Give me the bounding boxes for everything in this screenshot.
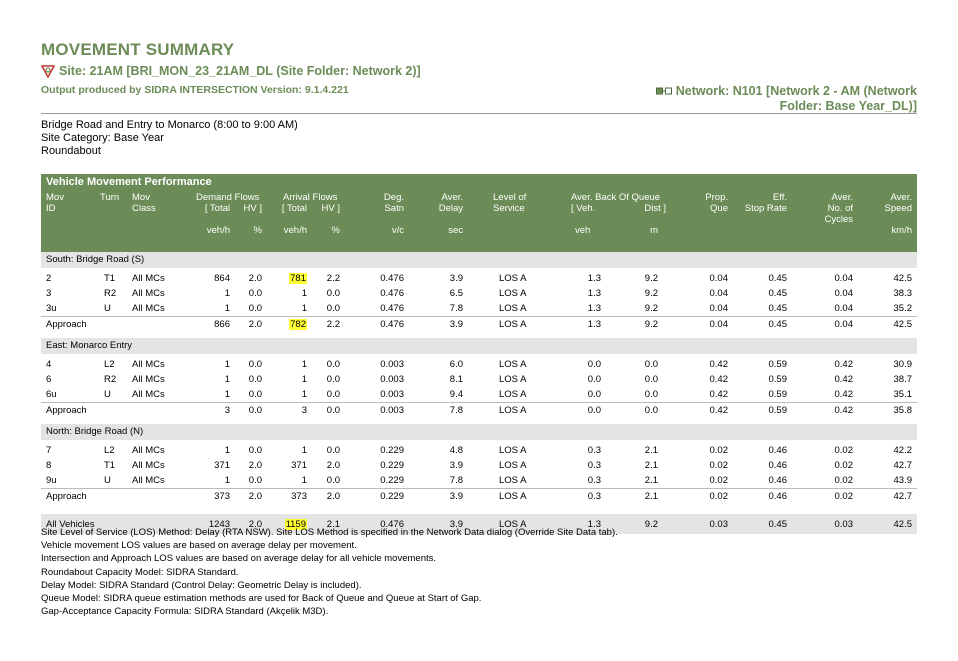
cell-arrival-total: 1 (301, 303, 307, 314)
cell-arrival-hv: 2.0 (326, 491, 340, 502)
network-heading (656, 84, 917, 114)
cell-prop-que: 0.02 (709, 475, 728, 486)
cell-demand-total: 3 (224, 405, 230, 416)
note-line: Gap-Acceptance Capacity Formula: SIDRA Standard (Akçelik M3D). (41, 606, 329, 618)
cell-mov-id: Approach (46, 491, 87, 502)
cell-demand-total: 1 (224, 303, 230, 314)
cell-turn: L2 (104, 445, 115, 456)
approach-row (41, 316, 917, 332)
cell-arrival-total: 1 (301, 288, 307, 299)
header-mov: Mov (46, 192, 64, 203)
cell-mov-id: All Vehicles (46, 519, 95, 530)
cell-boq-veh: 0.3 (587, 460, 601, 471)
header-id: ID (46, 203, 56, 214)
cell-mov-class: All MCs (132, 445, 165, 456)
header-divider (41, 113, 917, 114)
cell-aver-cycles: 0.42 (834, 405, 853, 416)
cell-mov-id: 9u (46, 475, 57, 486)
cell-deg-satn: 0.003 (380, 374, 404, 385)
cell-aver-cycles: 0.04 (834, 319, 853, 330)
header-eff-1: Eff. (772, 192, 787, 203)
unit-demand-total: veh/h (206, 225, 230, 236)
cell-level-of-service: LOS A (499, 519, 527, 530)
header-speed-1: Aver. (890, 192, 912, 203)
cell-boq-dist: 2.1 (644, 475, 658, 486)
approach-row (41, 402, 917, 418)
cell-demand-hv: 2.0 (248, 460, 262, 471)
cell-arrival-hv: 2.1 (326, 519, 340, 530)
table-row (41, 301, 917, 316)
cell-mov-class: All MCs (132, 460, 165, 471)
cell-level-of-service: LOS A (499, 303, 527, 314)
cell-prop-que: 0.04 (709, 319, 728, 330)
cell-boq-veh: 0.3 (587, 445, 601, 456)
cell-aver-delay: 3.9 (449, 460, 463, 471)
approach-row (41, 488, 917, 504)
cell-mov-id: Approach (46, 405, 87, 416)
cell-demand-hv: 2.0 (248, 519, 262, 530)
network-icon (656, 87, 672, 96)
cell-mov-id: 4 (46, 359, 52, 370)
cell-demand-total: 864 (214, 273, 230, 284)
cell-arrival-hv: 0.0 (326, 374, 340, 385)
cell-demand-hv: 0.0 (248, 405, 262, 416)
cell-aver-delay: 3.9 (449, 273, 463, 284)
cell-arrival-hv: 2.0 (326, 460, 340, 471)
cell-prop-que: 0.04 (709, 303, 728, 314)
page-title: MOVEMENT SUMMARY (41, 40, 235, 59)
unit-boq-dist: m (650, 225, 658, 236)
cell-aver-delay: 6.0 (449, 359, 463, 370)
cell-eff-stop-rate: 0.45 (768, 303, 787, 314)
network-label-line2: Folder: Base Year_DL)] (779, 99, 917, 113)
cell-turn: L2 (104, 359, 115, 370)
cell-aver-cycles: 0.42 (834, 374, 853, 385)
cell-aver-speed: 42.5 (893, 519, 912, 530)
cell-eff-stop-rate: 0.46 (768, 460, 787, 471)
site-category: Site Category: Base Year (41, 132, 164, 144)
cell-aver-speed: 43.9 (893, 475, 912, 486)
table-title: Vehicle Movement Performance (41, 174, 917, 190)
cell-arrival-total: 1 (301, 445, 307, 456)
cell-arrival-total: 782 (290, 319, 306, 330)
cell-arrival-hv: 0.0 (326, 359, 340, 370)
unit-arrival-total: veh/h (283, 225, 307, 236)
cell-eff-stop-rate: 0.45 (768, 273, 787, 284)
movement-performance-table (41, 174, 917, 534)
cell-demand-total: 1 (224, 475, 230, 486)
cell-aver-speed: 38.7 (893, 374, 912, 385)
cell-demand-total: 1243 (208, 519, 230, 530)
site-heading (41, 64, 421, 78)
cell-boq-veh: 1.3 (587, 519, 601, 530)
cell-boq-veh: 1.3 (587, 273, 601, 284)
cell-prop-que: 0.03 (709, 519, 728, 530)
table-row (41, 372, 917, 387)
cell-turn: R2 (104, 374, 117, 385)
cell-aver-speed: 42.5 (893, 319, 912, 330)
cell-aver-cycles: 0.02 (834, 445, 853, 456)
cell-deg-satn: 0.476 (380, 319, 404, 330)
cell-arrival-total: 373 (291, 491, 307, 502)
cell-boq-veh: 0.0 (587, 389, 601, 400)
cell-arrival-hv: 0.0 (326, 389, 340, 400)
cell-eff-stop-rate: 0.59 (768, 359, 787, 370)
cell-demand-hv: 0.0 (248, 389, 262, 400)
note-line: Intersection and Approach LOS values are based on average delay for all vehicle movements. (41, 553, 437, 565)
cell-aver-speed: 35.8 (893, 405, 912, 416)
table-row (41, 473, 917, 488)
cell-deg-satn: 0.229 (380, 491, 404, 502)
cell-prop-que: 0.02 (709, 460, 728, 471)
cell-mov-id: 6u (46, 389, 57, 400)
cell-level-of-service: LOS A (499, 475, 527, 486)
cell-eff-stop-rate: 0.59 (768, 374, 787, 385)
cell-mov-id: 2 (46, 273, 52, 284)
cell-level-of-service: LOS A (499, 359, 527, 370)
header-movclass-2: Class (132, 203, 156, 214)
cell-demand-hv: 0.0 (248, 359, 262, 370)
cell-level-of-service: LOS A (499, 405, 527, 416)
header-delay-2: Delay (438, 203, 463, 214)
cell-eff-stop-rate: 0.46 (768, 491, 787, 502)
header-prop-1: Prop. (705, 192, 728, 203)
cell-arrival-total: 1 (301, 359, 307, 370)
cell-arrival-total: 1 (301, 475, 307, 486)
cell-boq-veh: 1.3 (587, 288, 601, 299)
cell-mov-class: All MCs (132, 374, 165, 385)
header-back-of-queue: Aver. Back Of Queue (571, 192, 661, 203)
cell-aver-speed: 42.2 (893, 445, 912, 456)
cell-demand-hv: 0.0 (248, 288, 262, 299)
cell-eff-stop-rate: 0.59 (768, 389, 787, 400)
cell-mov-class: All MCs (132, 475, 165, 486)
cell-deg-satn: 0.003 (380, 389, 404, 400)
cell-boq-veh: 0.0 (587, 359, 601, 370)
cell-eff-stop-rate: 0.46 (768, 445, 787, 456)
cell-arrival-hv: 0.0 (326, 288, 340, 299)
cell-level-of-service: LOS A (499, 491, 527, 502)
cell-prop-que: 0.42 (709, 405, 728, 416)
cell-mov-id: 3u (46, 303, 57, 314)
cell-demand-total: 1 (224, 359, 230, 370)
cell-aver-cycles: 0.02 (834, 475, 853, 486)
table-row (41, 271, 917, 286)
cell-arrival-hv: 2.2 (326, 273, 340, 284)
cell-eff-stop-rate: 0.45 (768, 319, 787, 330)
cell-aver-speed: 38.3 (893, 288, 912, 299)
cell-mov-class: All MCs (132, 288, 165, 299)
note-line: Site Level of Service (LOS) Method: Delay (RTA NSW). Site LOS Method is specified in the Network Data dialog (Override Site Data tab). (41, 527, 618, 538)
header-eff-2: Stop Rate (744, 203, 787, 214)
cell-aver-delay: 4.8 (449, 445, 463, 456)
cell-boq-dist: 0.0 (644, 374, 658, 385)
header-speed-2: Speed (884, 203, 912, 214)
unit-demand-hv: % (253, 225, 262, 236)
cell-mov-class: All MCs (132, 389, 165, 400)
table-row (41, 443, 917, 458)
cell-arrival-hv: 0.0 (326, 405, 340, 416)
cell-mov-class: All MCs (132, 303, 165, 314)
cell-boq-veh: 1.3 (587, 303, 601, 314)
cell-arrival-total: 1 (301, 389, 307, 400)
cell-arrival-total: 371 (291, 460, 307, 471)
cell-boq-dist: 9.2 (644, 303, 658, 314)
header-turn: Turn (100, 192, 120, 203)
cell-turn: T1 (104, 460, 116, 471)
site-description-line: Bridge Road and Entry to Monarco (8:00 to 9:00 AM) (41, 119, 298, 131)
cell-aver-cycles: 0.02 (834, 491, 853, 502)
cell-eff-stop-rate: 0.59 (768, 405, 787, 416)
cell-boq-veh: 1.3 (587, 319, 601, 330)
cell-deg-satn: 0.476 (380, 273, 404, 284)
table-row (41, 286, 917, 301)
cell-aver-cycles: 0.42 (834, 389, 853, 400)
cell-turn: U (104, 475, 111, 486)
cell-mov-id: Approach (46, 319, 87, 330)
cell-boq-dist: 2.1 (644, 460, 658, 471)
cell-boq-dist: 2.1 (644, 445, 658, 456)
cell-boq-dist: 9.2 (644, 519, 658, 530)
cell-aver-speed: 42.5 (893, 273, 912, 284)
header-cycles-1: Aver. (831, 192, 853, 203)
header-demand: Demand Flows (196, 192, 260, 203)
cell-deg-satn: 0.476 (380, 519, 404, 530)
cell-aver-speed: 35.2 (893, 303, 912, 314)
cell-aver-delay: 6.5 (449, 288, 463, 299)
cell-demand-hv: 2.0 (248, 273, 262, 284)
note-line: Queue Model: SIDRA queue estimation methods are used for Back of Queue and Queue at Start of Gap. (41, 593, 482, 605)
cell-turn: R2 (104, 288, 117, 299)
header-cycles-3: Cycles (824, 214, 853, 225)
header-deg-1: Deg. (383, 192, 404, 203)
cell-prop-que: 0.02 (709, 491, 728, 502)
cell-deg-satn: 0.476 (380, 303, 404, 314)
cell-aver-delay: 7.8 (449, 475, 463, 486)
header-cycles-2: No. of (827, 203, 853, 214)
cell-demand-total: 373 (214, 491, 230, 502)
cell-mov-id: 6 (46, 374, 52, 385)
unit-deg: v/c (391, 225, 404, 236)
cell-eff-stop-rate: 0.45 (768, 288, 787, 299)
cell-deg-satn: 0.229 (380, 460, 404, 471)
cell-prop-que: 0.42 (709, 359, 728, 370)
cell-boq-veh: 0.3 (587, 491, 601, 502)
network-label-line1: Network: N101 [Network 2 - AM (Network (675, 84, 917, 98)
cell-deg-satn: 0.229 (380, 445, 404, 456)
cell-demand-hv: 0.0 (248, 303, 262, 314)
section-heading: South: Bridge Road (S) (41, 252, 917, 268)
cell-deg-satn: 0.003 (380, 359, 404, 370)
site-description (41, 119, 298, 158)
cell-aver-cycles: 0.03 (834, 519, 853, 530)
table-header (41, 190, 917, 252)
unit-speed: km/h (891, 225, 912, 236)
cell-boq-veh: 0.0 (587, 374, 601, 385)
cell-prop-que: 0.42 (709, 374, 728, 385)
cell-arrival-hv: 2.2 (326, 319, 340, 330)
roundabout-site-icon (41, 65, 55, 78)
cell-arrival-hv: 0.0 (326, 475, 340, 486)
cell-prop-que: 0.42 (709, 389, 728, 400)
cell-deg-satn: 0.003 (380, 405, 404, 416)
cell-level-of-service: LOS A (499, 389, 527, 400)
note-line: Roundabout Capacity Model: SIDRA Standard. (41, 566, 239, 578)
cell-boq-dist: 0.0 (644, 405, 658, 416)
cell-aver-speed: 35.1 (893, 389, 912, 400)
cell-eff-stop-rate: 0.45 (768, 519, 787, 530)
cell-boq-veh: 0.0 (587, 405, 601, 416)
cell-eff-stop-rate: 0.46 (768, 475, 787, 486)
output-version: Output produced by SIDRA INTERSECTION Version: 9.1.4.221 (41, 84, 349, 96)
cell-prop-que: 0.02 (709, 445, 728, 456)
cell-mov-class: All MCs (132, 359, 165, 370)
note-line: Delay Model: SIDRA Standard (Control Delay: Geometric Delay is included). (41, 579, 362, 591)
cell-demand-total: 1 (224, 288, 230, 299)
cell-level-of-service: LOS A (499, 374, 527, 385)
header-arrival: Arrival Flows (283, 192, 338, 203)
header-los-2: Service (493, 203, 525, 214)
header-delay-1: Aver. (441, 192, 463, 203)
cell-demand-total: 1 (224, 445, 230, 456)
table-row (41, 357, 917, 372)
header-demand-total: [ Total (204, 203, 230, 214)
cell-demand-hv: 0.0 (248, 374, 262, 385)
cell-boq-dist: 0.0 (644, 389, 658, 400)
header-movclass-1: Mov (132, 192, 150, 203)
cell-mov-id: 3 (46, 288, 52, 299)
cell-arrival-total: 1 (301, 374, 307, 385)
cell-demand-hv: 2.0 (248, 319, 262, 330)
cell-boq-dist: 9.2 (644, 319, 658, 330)
cell-deg-satn: 0.476 (380, 288, 404, 299)
note-line: Vehicle movement LOS values are based on average delay per movement. (41, 540, 357, 552)
cell-aver-cycles: 0.42 (834, 359, 853, 370)
header-boq-dist: Dist ] (644, 203, 666, 214)
section-heading: North: Bridge Road (N) (41, 424, 917, 440)
cell-demand-hv: 0.0 (248, 445, 262, 456)
site-label: Site: 21AM [BRI_MON_23_21AM_DL (Site Folder: Network 2)] (59, 64, 421, 78)
cell-aver-delay: 7.8 (449, 405, 463, 416)
cell-arrival-total: 781 (290, 273, 306, 284)
cell-turn: U (104, 303, 111, 314)
notes-block (41, 526, 618, 618)
cell-level-of-service: LOS A (499, 273, 527, 284)
cell-aver-delay: 3.9 (449, 491, 463, 502)
cell-aver-delay: 3.9 (449, 319, 463, 330)
cell-aver-cycles: 0.02 (834, 460, 853, 471)
unit-arrival-hv: % (331, 225, 340, 236)
section-heading: East: Monarco Entry (41, 338, 917, 354)
cell-mov-id: 8 (46, 460, 52, 471)
unit-boq-veh: veh (575, 225, 591, 236)
header-deg-2: Satn (384, 203, 404, 214)
cell-aver-cycles: 0.04 (834, 273, 853, 284)
header-boq-veh: [ Veh. (571, 203, 596, 214)
header-los-1: Level of (493, 192, 527, 203)
cell-demand-total: 866 (214, 319, 230, 330)
cell-aver-delay: 9.4 (449, 389, 463, 400)
table-row (41, 458, 917, 473)
cell-aver-speed: 42.7 (893, 491, 912, 502)
cell-turn: U (104, 389, 111, 400)
cell-mov-class: All MCs (132, 273, 165, 284)
cell-level-of-service: LOS A (499, 460, 527, 471)
cell-prop-que: 0.04 (709, 288, 728, 299)
table-body (41, 252, 917, 534)
cell-aver-cycles: 0.04 (834, 288, 853, 299)
table-row (41, 387, 917, 402)
cell-demand-hv: 2.0 (248, 491, 262, 502)
cell-aver-delay: 3.9 (449, 519, 463, 530)
cell-aver-cycles: 0.04 (834, 303, 853, 314)
cell-demand-hv: 0.0 (248, 475, 262, 486)
unit-delay: sec (448, 225, 463, 236)
cell-aver-speed: 30.9 (893, 359, 912, 370)
cell-deg-satn: 0.229 (380, 475, 404, 486)
header-arrival-hv: HV ] (321, 203, 340, 214)
header-demand-hv: HV ] (243, 203, 262, 214)
cell-turn: T1 (104, 273, 116, 284)
site-type: Roundabout (41, 145, 101, 157)
cell-arrival-total: 1159 (285, 519, 306, 530)
cell-aver-speed: 42.7 (893, 460, 912, 471)
cell-arrival-hv: 0.0 (326, 445, 340, 456)
cell-prop-que: 0.04 (709, 273, 728, 284)
cell-boq-veh: 0.3 (587, 475, 601, 486)
cell-demand-total: 371 (214, 460, 230, 471)
cell-boq-dist: 9.2 (644, 288, 658, 299)
cell-demand-total: 1 (224, 374, 230, 385)
cell-mov-id: 7 (46, 445, 52, 456)
cell-aver-delay: 7.8 (449, 303, 463, 314)
cell-level-of-service: LOS A (499, 445, 527, 456)
header-arrival-total: [ Total (281, 203, 307, 214)
cell-arrival-total: 3 (301, 405, 307, 416)
cell-level-of-service: LOS A (499, 319, 527, 330)
cell-boq-dist: 2.1 (644, 491, 658, 502)
cell-demand-total: 1 (224, 389, 230, 400)
cell-boq-dist: 9.2 (644, 273, 658, 284)
cell-level-of-service: LOS A (499, 288, 527, 299)
cell-aver-delay: 8.1 (449, 374, 463, 385)
header-prop-2: Que (710, 203, 728, 214)
cell-arrival-hv: 0.0 (326, 303, 340, 314)
cell-boq-dist: 0.0 (644, 359, 658, 370)
